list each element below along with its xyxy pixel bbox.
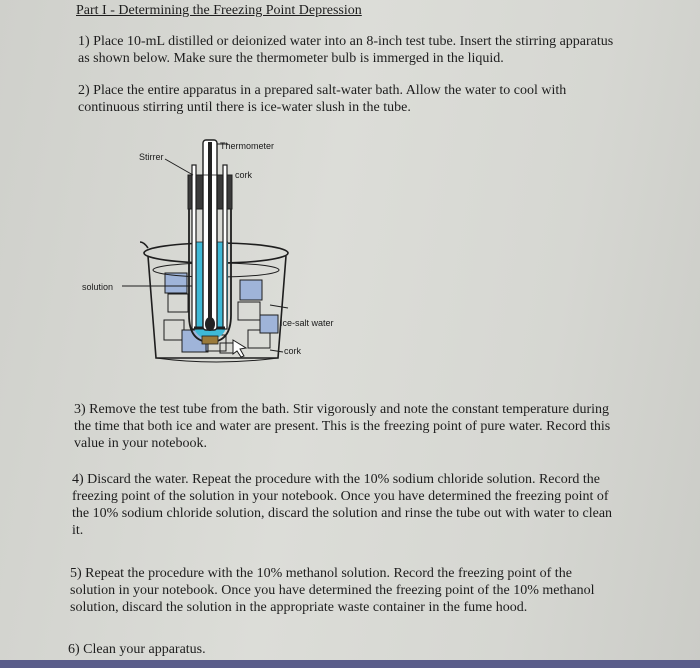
thermometer-label: Thermometer [220,141,275,151]
step-5 [70,565,670,616]
step-line: Place 10-mL distilled or deionized water into an 8-inch test tube. Insert the stirring apparatus [93,34,614,49]
step-line: the time that both ice and water are present. This is the freezing point of pure water. Record this [74,419,611,434]
step-4 [72,471,672,539]
stirrer-label: Stirrer [139,152,164,162]
solution-label: solution [82,282,114,292]
step-number: 2) [78,83,90,98]
step-line: Repeat the procedure with the 10% methanol solution. Record the freezing point of the [85,566,572,581]
screen-bottom-edge [0,660,700,668]
cork-bottom [202,336,218,344]
step-line: as shown below. Make sure the thermometer bulb is immerged in the liquid. [78,51,504,66]
step-3 [74,401,674,452]
freezing-point-apparatus-diagram [70,130,370,375]
step-line: solution, discard the solution in the appropriate waste container in the fume hood. [70,600,528,615]
step-line: value in your notebook. [74,436,207,451]
step-line: solution in your notebook. Once you have determined the freezing point of the 10% methanol [70,583,595,598]
step-line: the 10% sodium chloride solution, discard the solution and rinse the tube out with water to clean [72,506,613,521]
step-2 [78,82,678,116]
step-line: freezing point of the solution in your notebook. Once you have determined the freezing point of [72,489,609,504]
cursor-arrow-icon [233,340,246,357]
step-1 [78,33,678,67]
step-line: Discard the water. Repeat the procedure with the 10% sodium chloride solution. Record the [87,472,600,487]
step-6 [68,641,668,658]
step-number: 5) [70,566,82,581]
cork-top-label: cork [235,170,253,180]
thermometer [203,140,217,331]
step-line: it. [72,523,84,538]
cork-bottom-label: cork [284,346,302,356]
step-line: Clean your apparatus. [83,642,206,657]
step-number: 6) [68,642,80,657]
step-line: Place the entire apparatus in a prepared salt-water bath. Allow the water to cool with [93,83,567,98]
step-line: continuous stirring until there is ice-water slush in the tube. [78,100,411,115]
step-number: 3) [74,402,86,417]
ice-salt-water-label: Ice-salt water [280,318,334,328]
step-number: 4) [72,472,84,487]
step-line: Remove the test tube from the bath. Stir vigorously and note the constant temperature during [89,402,609,417]
section-heading: Part I - Determining the Freezing Point Depression [76,3,362,18]
step-number: 1) [78,34,90,49]
